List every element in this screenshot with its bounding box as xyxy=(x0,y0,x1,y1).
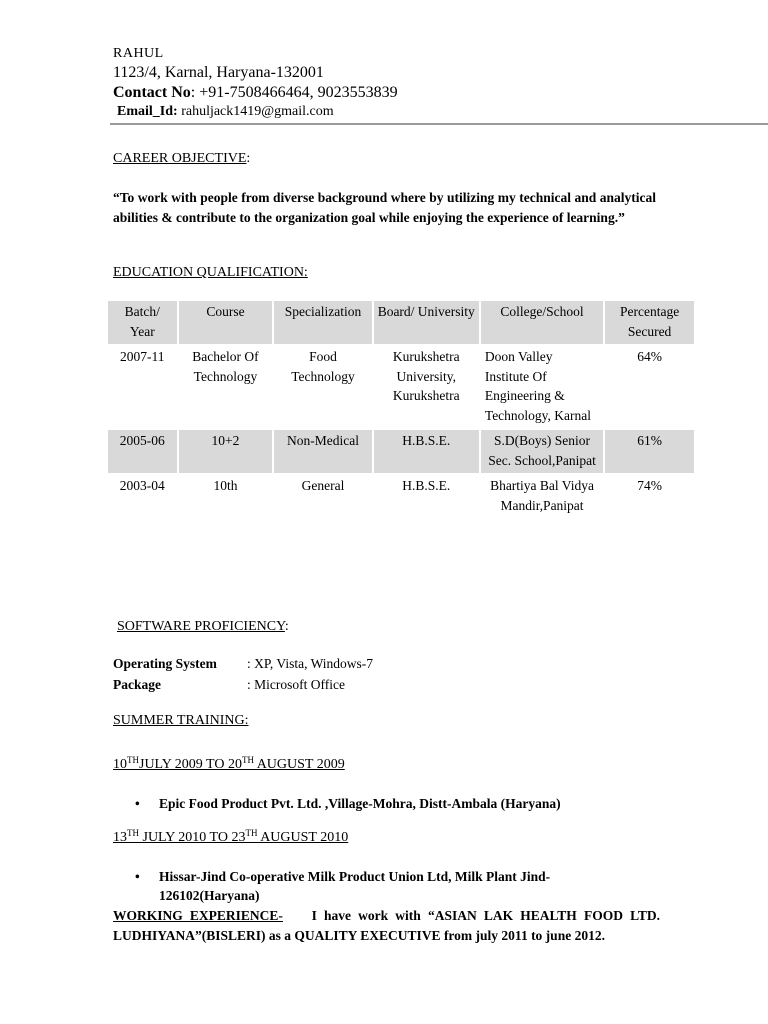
column-header: Specialization xyxy=(273,300,372,345)
table-header-row xyxy=(107,300,695,345)
training-company: Epic Food Product Pvt. Ltd. ,Village-Mohra, Distt-Ambala (Haryana) xyxy=(159,796,561,811)
contact-label: Contact No xyxy=(113,84,191,101)
package-value: : Microsoft Office xyxy=(247,677,345,692)
os-value: : XP, Vista, Windows-7 xyxy=(247,656,374,671)
training-period xyxy=(113,830,348,846)
education-heading: EDUCATION QUALIFICATION: xyxy=(113,265,308,280)
os-label: Operating System xyxy=(113,656,217,671)
table-cell: H.B.S.E. xyxy=(373,474,480,519)
contact-line xyxy=(113,84,398,102)
header-divider xyxy=(110,123,768,125)
os-line xyxy=(113,656,373,672)
period-text: JULY 2010 TO 23 xyxy=(139,830,246,845)
career-objective-text: “To work with people from diverse background where by utilizing my technical and analytical abilities & contribute to the organization goal while enjoying the experience of learning.” xyxy=(113,190,656,225)
table-cell: 10th xyxy=(178,474,274,519)
list-item xyxy=(135,794,659,813)
period-suffix: TH xyxy=(245,828,258,838)
work-experience xyxy=(113,906,664,945)
table-cell: Bachelor Of Technology xyxy=(178,345,274,429)
career-heading-colon: : xyxy=(246,151,251,166)
email-address: rahuljack1419@gmail.com xyxy=(177,104,334,119)
bullet-icon: • xyxy=(135,869,140,884)
table-cell: Non-Medical xyxy=(273,429,372,474)
career-objective-heading xyxy=(113,149,250,167)
column-header: Board/ University xyxy=(373,300,480,345)
table-cell: General xyxy=(273,474,372,519)
work-heading: WORKING EXPERIENCE- xyxy=(113,908,283,923)
email-label: Email_Id: xyxy=(117,104,178,119)
column-header: Batch/ Year xyxy=(107,300,178,345)
period-day: 13 xyxy=(113,830,127,845)
list-item xyxy=(135,867,599,905)
package-line xyxy=(113,677,345,693)
period-text: AUGUST 2010 xyxy=(257,830,349,845)
table-row xyxy=(107,474,695,519)
table-cell: Kurukshetra University, Kurukshetra xyxy=(373,345,480,429)
table-cell: 74% xyxy=(604,474,695,519)
contact-numbers: : +91-7508466464, 9023553839 xyxy=(190,84,398,101)
period-suffix: TH xyxy=(127,828,139,838)
period-suffix: TH xyxy=(241,755,254,765)
training-period xyxy=(113,757,345,773)
table-cell: 64% xyxy=(604,345,695,429)
table-cell: H.B.S.E. xyxy=(373,429,480,474)
period-suffix: TH xyxy=(127,755,139,765)
table-cell: 2007-11 xyxy=(107,345,178,429)
software-heading-colon: : xyxy=(284,619,289,634)
column-header: Percentage Secured xyxy=(604,300,695,345)
table-cell: Doon Valley Institute Of Engineering & Technology, Karnal xyxy=(480,345,604,429)
column-header: College/School xyxy=(480,300,604,345)
table-row xyxy=(107,345,695,429)
period-text: AUGUST 2009 xyxy=(253,757,345,772)
table-cell: S.D(Boys) Senior Sec. School,Panipat xyxy=(480,429,604,474)
software-heading xyxy=(117,617,289,635)
bullet-icon: • xyxy=(135,796,140,811)
column-header: Course xyxy=(178,300,274,345)
table-cell: 2005-06 xyxy=(107,429,178,474)
table-cell: Bhartiya Bal Vidya Mandir,Panipat xyxy=(480,474,604,519)
address: 1123/4, Karnal, Haryana-132001 xyxy=(113,64,324,81)
table-cell: 10+2 xyxy=(178,429,274,474)
summer-training-heading: SUMMER TRAINING: xyxy=(113,713,249,728)
work-text: I have work with “ASIAN LAK HEALTH FOOD LTD. LUDHIYANA”(BISLERI) as a QUALITY EXECUTIVE from july 2011 to june 2012. xyxy=(113,908,664,943)
software-heading-text: SOFTWARE PROFICIENCY xyxy=(117,619,285,634)
training-company: Hissar-Jind Co-operative Milk Product Union Ltd, Milk Plant Jind-126102(Haryana) xyxy=(159,869,551,903)
table-cell: Food Technology xyxy=(273,345,372,429)
education-table xyxy=(106,299,696,520)
career-heading-text: CAREER OBJECTIVE xyxy=(113,151,247,166)
candidate-name: RAHUL xyxy=(113,46,164,61)
period-text: JULY 2009 TO 20 xyxy=(139,757,242,772)
table-row xyxy=(107,429,695,474)
table-cell: 61% xyxy=(604,429,695,474)
table-cell: 2003-04 xyxy=(107,474,178,519)
package-label: Package xyxy=(113,677,161,692)
period-day: 10 xyxy=(113,757,127,772)
email-line xyxy=(117,104,334,120)
